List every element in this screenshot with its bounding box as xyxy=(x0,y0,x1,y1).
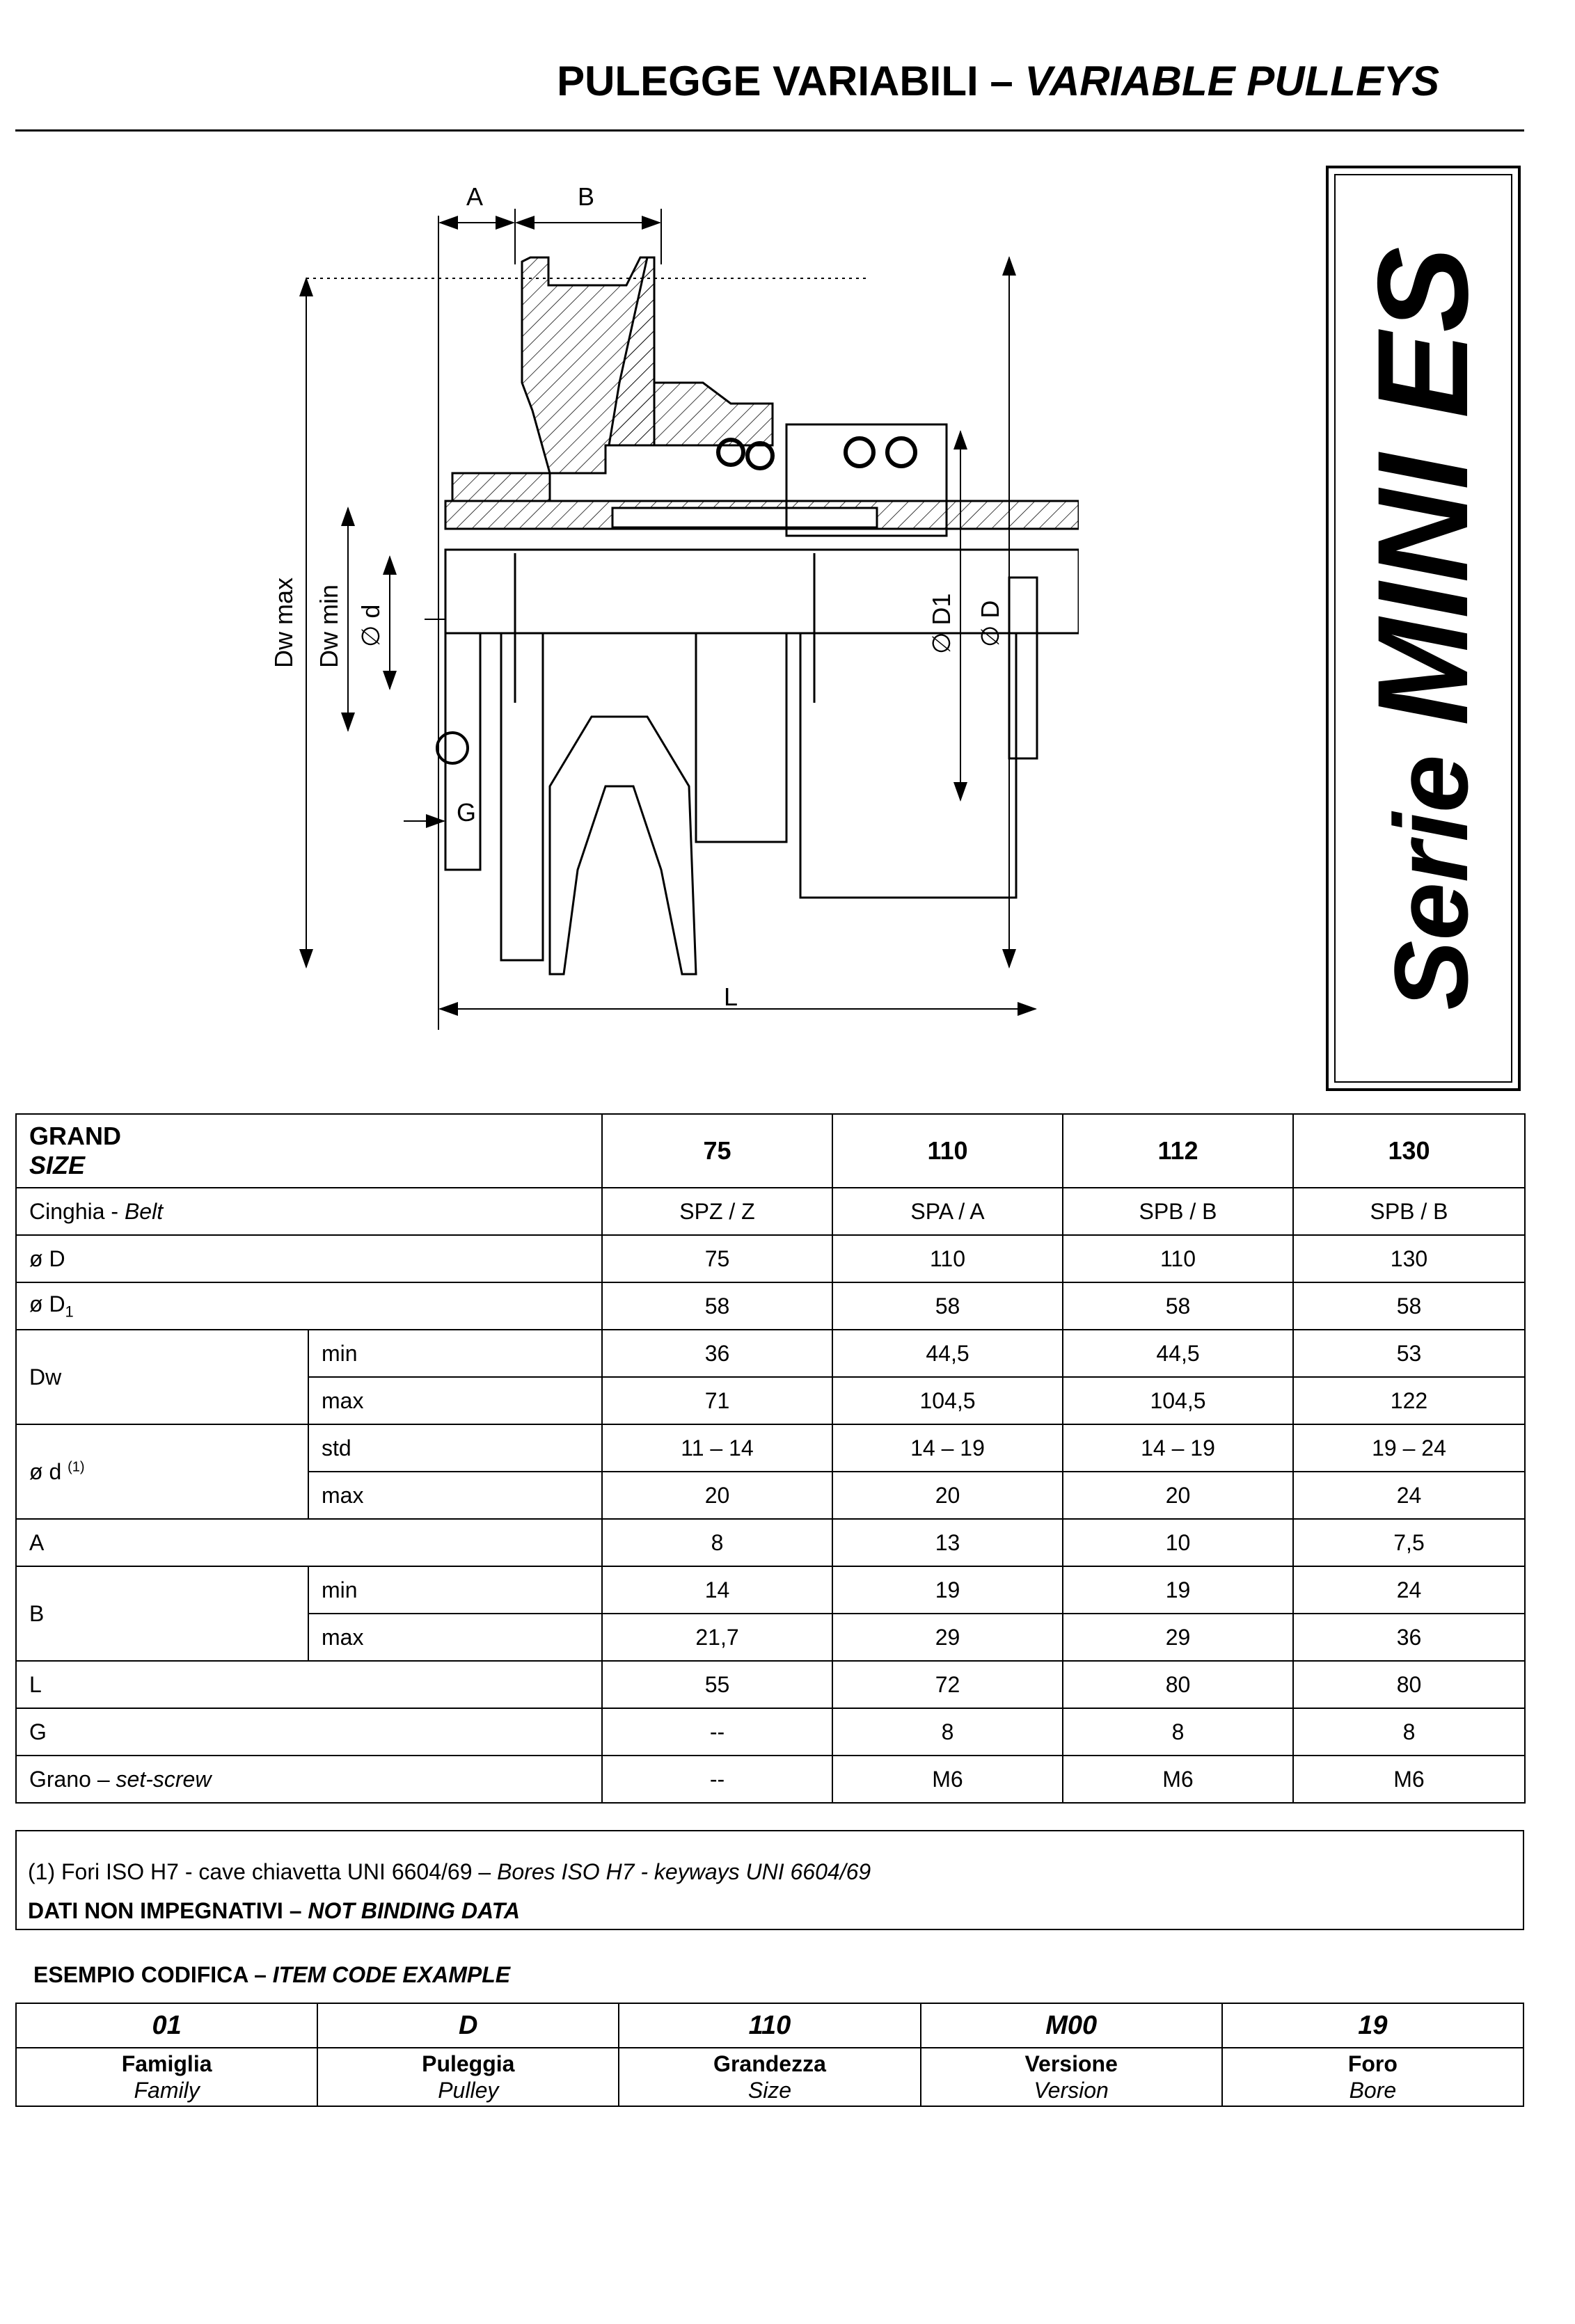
table-cell: 14 – 19 xyxy=(832,1424,1063,1472)
table-row xyxy=(16,1661,1525,1708)
table-row xyxy=(16,2003,1523,2048)
belt-label: Cinghia - Belt xyxy=(16,1188,602,1235)
table-cell: M6 xyxy=(832,1756,1063,1803)
table-cell: 20 xyxy=(832,1472,1063,1519)
table-cell: 19 xyxy=(1063,1566,1293,1614)
table-cell: 24 xyxy=(1293,1472,1525,1519)
table-cell: 19 xyxy=(832,1566,1063,1614)
table-cell: 36 xyxy=(602,1330,832,1377)
table-cell: 110 xyxy=(832,1235,1063,1282)
series-title xyxy=(1350,246,1497,1010)
table-cell: 44,5 xyxy=(832,1330,1063,1377)
table-cell: 58 xyxy=(602,1282,832,1330)
table-cell: 8 xyxy=(602,1519,832,1566)
code-example-table xyxy=(15,2003,1524,2107)
table-cell: 104,5 xyxy=(1063,1377,1293,1424)
table-cell: 8 xyxy=(832,1708,1063,1756)
table-cell: 71 xyxy=(602,1377,832,1424)
table-cell: 110 xyxy=(1063,1235,1293,1282)
dim-label-g: G xyxy=(457,798,477,827)
notes-box xyxy=(15,1830,1524,1930)
table-cell: Grandezza Size xyxy=(619,2048,920,2106)
header-rule xyxy=(15,129,1524,132)
a-label: A xyxy=(16,1519,602,1566)
title-english: VARIABLE PULLEYS xyxy=(1024,58,1439,104)
table-cell: SPB / B xyxy=(1063,1188,1293,1235)
table-cell: Famiglia Family xyxy=(16,2048,317,2106)
series-name: MINI ES xyxy=(1352,246,1495,726)
dim-label-dw-min: Dw min xyxy=(315,584,343,668)
dim-label-a: A xyxy=(466,182,484,211)
size-112: 112 xyxy=(1063,1114,1293,1188)
table-row xyxy=(16,1519,1525,1566)
size-header-cell xyxy=(16,1114,602,1188)
table-cell: 29 xyxy=(1063,1614,1293,1661)
size-label-en: SIZE xyxy=(29,1151,86,1179)
table-cell: Versione Version xyxy=(921,2048,1222,2106)
title-italian: PULEGGE VARIABILI – xyxy=(557,58,1025,104)
code-size: 110 xyxy=(619,2003,920,2048)
bore-label: ø d $^{(1)}$ xyxy=(16,1424,308,1519)
table-cell: 20 xyxy=(1063,1472,1293,1519)
table-row xyxy=(16,1188,1525,1235)
table-cell: 13 xyxy=(832,1519,1063,1566)
pulley-technical-drawing xyxy=(244,174,1079,1030)
table-cell: Foro Bore xyxy=(1222,2048,1523,2106)
code-bore: 19 xyxy=(1222,2003,1523,2048)
size-75: 75 xyxy=(602,1114,832,1188)
dim-label-bore: ∅ d xyxy=(356,604,385,647)
series-box xyxy=(1326,166,1521,1091)
od-label: ø D xyxy=(16,1235,602,1282)
table-cell: 36 xyxy=(1293,1614,1525,1661)
table-cell: 8 xyxy=(1293,1708,1525,1756)
table-cell: SPB / B xyxy=(1293,1188,1525,1235)
dim-label-l: L xyxy=(724,982,738,1011)
table-cell: 14 xyxy=(602,1566,832,1614)
dw-min-label: min xyxy=(308,1330,602,1377)
table-row xyxy=(16,2048,1523,2106)
table-cell: -- xyxy=(602,1756,832,1803)
table-cell: SPA / A xyxy=(832,1188,1063,1235)
lower-flange xyxy=(550,717,696,974)
series-prefix: Serie xyxy=(1372,726,1489,1010)
dim-label-d: ∅ D xyxy=(976,600,1004,647)
table-cell: 104,5 xyxy=(832,1377,1063,1424)
table-cell: 80 xyxy=(1293,1661,1525,1708)
table-cell: SPZ / Z xyxy=(602,1188,832,1235)
set-screw-circle xyxy=(437,733,468,763)
dim-label-b: B xyxy=(578,182,595,211)
page-title xyxy=(557,57,1439,105)
g-label: G xyxy=(16,1708,602,1756)
table-cell: -- xyxy=(602,1708,832,1756)
table-cell: 7,5 xyxy=(1293,1519,1525,1566)
table-row xyxy=(16,1566,1525,1614)
spec-table xyxy=(15,1113,1526,1804)
table-row xyxy=(16,1282,1525,1330)
table-cell: 14 – 19 xyxy=(1063,1424,1293,1472)
table-cell: 80 xyxy=(1063,1661,1293,1708)
b-label: B xyxy=(16,1566,308,1661)
table-cell: 55 xyxy=(602,1661,832,1708)
table-cell: 11 – 14 xyxy=(602,1424,832,1472)
l-label: L xyxy=(16,1661,602,1708)
table-cell: 44,5 xyxy=(1063,1330,1293,1377)
table-cell: 19 – 24 xyxy=(1293,1424,1525,1472)
table-cell: M6 xyxy=(1293,1756,1525,1803)
table-row xyxy=(16,1330,1525,1377)
table-cell: 75 xyxy=(602,1235,832,1282)
table-cell: 24 xyxy=(1293,1566,1525,1614)
disclaimer: DATI NON IMPEGNATIVI – NOT BINDING DATA xyxy=(28,1898,520,1923)
code-version: M00 xyxy=(921,2003,1222,2048)
dw-label: Dw xyxy=(16,1330,308,1424)
bore-max-label: max xyxy=(308,1472,602,1519)
table-cell: 122 xyxy=(1293,1377,1525,1424)
table-cell: 130 xyxy=(1293,1235,1525,1282)
table-row xyxy=(16,1756,1525,1803)
b-max-label: max xyxy=(308,1614,602,1661)
table-cell: 8 xyxy=(1063,1708,1293,1756)
table-row xyxy=(16,1424,1525,1472)
table-cell: 29 xyxy=(832,1614,1063,1661)
table-cell: 72 xyxy=(832,1661,1063,1708)
size-110: 110 xyxy=(832,1114,1063,1188)
size-label-it: GRAND xyxy=(29,1122,121,1150)
table-row xyxy=(16,1114,1525,1188)
table-row xyxy=(16,1235,1525,1282)
code-pulley: D xyxy=(317,2003,619,2048)
table-cell: Puleggia Pulley xyxy=(317,2048,619,2106)
bore-note: (1) Fori ISO H7 - cave chiavetta UNI 6604/69 – Bores ISO H7 - keyways UNI 6604/69 xyxy=(28,1859,871,1884)
code-family: 01 xyxy=(16,2003,317,2048)
dim-label-d1: ∅ D1 xyxy=(927,593,956,654)
table-cell: M6 xyxy=(1063,1756,1293,1803)
size-130: 130 xyxy=(1293,1114,1525,1188)
code-example-title: ESEMPIO CODIFICA – ITEM CODE EXAMPLE xyxy=(33,1962,511,1987)
table-cell: 20 xyxy=(602,1472,832,1519)
grano-label: Grano – set-screw xyxy=(16,1756,602,1803)
table-cell: 58 xyxy=(1293,1282,1525,1330)
table-cell: 58 xyxy=(1063,1282,1293,1330)
b-min-label: min xyxy=(308,1566,602,1614)
dim-label-dw-max: Dw max xyxy=(269,577,298,668)
table-row xyxy=(16,1708,1525,1756)
dw-max-label: max xyxy=(308,1377,602,1424)
od1-label: ø $D_1$ xyxy=(16,1282,602,1330)
table-cell: 53 xyxy=(1293,1330,1525,1377)
table-cell: 58 xyxy=(832,1282,1063,1330)
bore-std-label: std xyxy=(308,1424,602,1472)
table-cell: 10 xyxy=(1063,1519,1293,1566)
table-cell: 21,7 xyxy=(602,1614,832,1661)
